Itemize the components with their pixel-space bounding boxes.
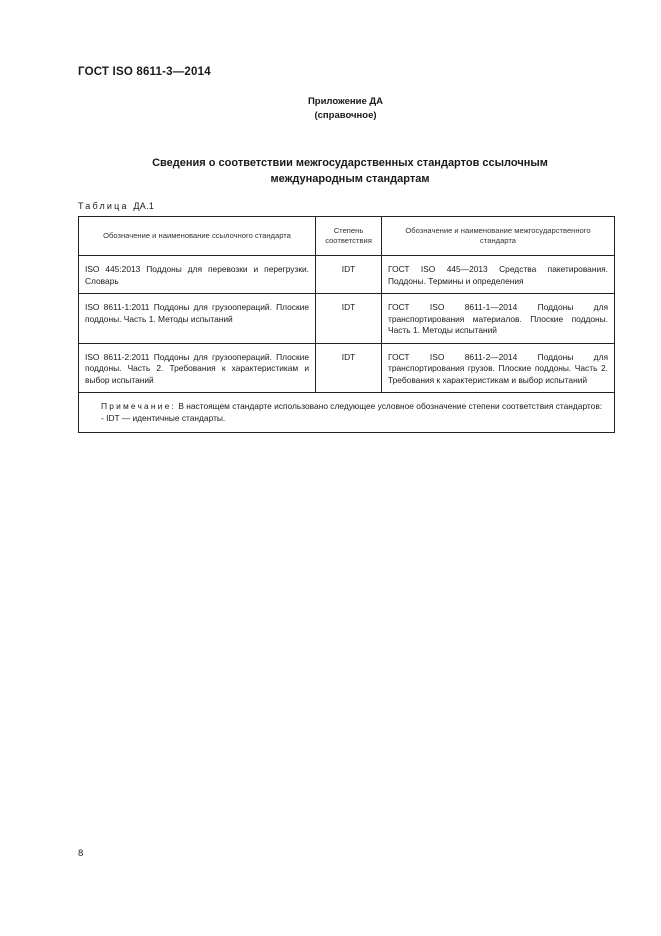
cell-degree: IDT — [316, 256, 382, 294]
table-row — [79, 294, 615, 344]
annex-title: Приложение ДА — [307, 96, 384, 107]
cell-reference-standard: ISO 445:2013 Поддоны для перевозки и перегрузки. Словарь — [79, 256, 316, 294]
cell-interstate-standard: ГОСТ ISO 8611-1—2014 Поддоны для транспортирования материалов. Плоские поддоны. Часть 1. Методы испытаний — [382, 294, 615, 344]
page-number: 8 — [78, 848, 84, 859]
cell-interstate-standard: ГОСТ ISO 8611-2—2014 Поддоны для транспортирования грузов. Плоские поддоны. Часть 2. Требования к характеристикам и выбор испытаний — [382, 343, 615, 393]
note-label: Примечание: — [101, 401, 177, 411]
header-reference-standard: Обозначение и наименование ссылочного стандарта — [79, 217, 316, 256]
correspondence-table — [78, 216, 615, 433]
header-interstate-standard: Обозначение и наименование межгосударственного стандарта — [382, 217, 615, 256]
note-text: В настоящем стандарте использовано следующее условное обозначение степени соответствия стандартов: — [178, 401, 603, 411]
annex-heading — [0, 95, 661, 123]
header-degree: Степень соответствия — [316, 217, 382, 256]
table-header-row — [79, 217, 615, 256]
table-caption-label: Таблица — [78, 201, 129, 211]
annex-subtitle: (справочное) — [314, 110, 377, 121]
cell-reference-standard: ISO 8611-2:2011 Поддоны для грузоопераций. Плоские поддоны. Часть 2. Требования к характеристикам и выбор испытаний — [79, 343, 316, 393]
table-row — [79, 256, 615, 294]
table-note-row — [79, 393, 615, 433]
section-title — [130, 155, 570, 187]
table-caption-number: ДА.1 — [133, 201, 155, 211]
document-designation: ГОСТ ISO 8611-3—2014 — [78, 66, 211, 78]
cell-degree: IDT — [316, 343, 382, 393]
section-title-line-2: международным стандартам — [270, 173, 430, 185]
cell-reference-standard: ISO 8611-1:2011 Поддоны для грузоопераций. Плоские поддоны. Часть 1. Методы испытаний — [79, 294, 316, 344]
table-caption — [78, 201, 154, 211]
section-title-line-1: Сведения о соответствии межгосударственных стандартов ссылочным — [152, 157, 548, 169]
cell-interstate-standard: ГОСТ ISO 445—2013 Средства пакетирования. Поддоны. Термины и определения — [382, 256, 615, 294]
cell-degree: IDT — [316, 294, 382, 344]
note-item: - IDT — идентичные стандарты. — [101, 412, 226, 423]
table-row — [79, 343, 615, 393]
table-note — [79, 393, 615, 433]
note-paragraph — [85, 401, 608, 413]
